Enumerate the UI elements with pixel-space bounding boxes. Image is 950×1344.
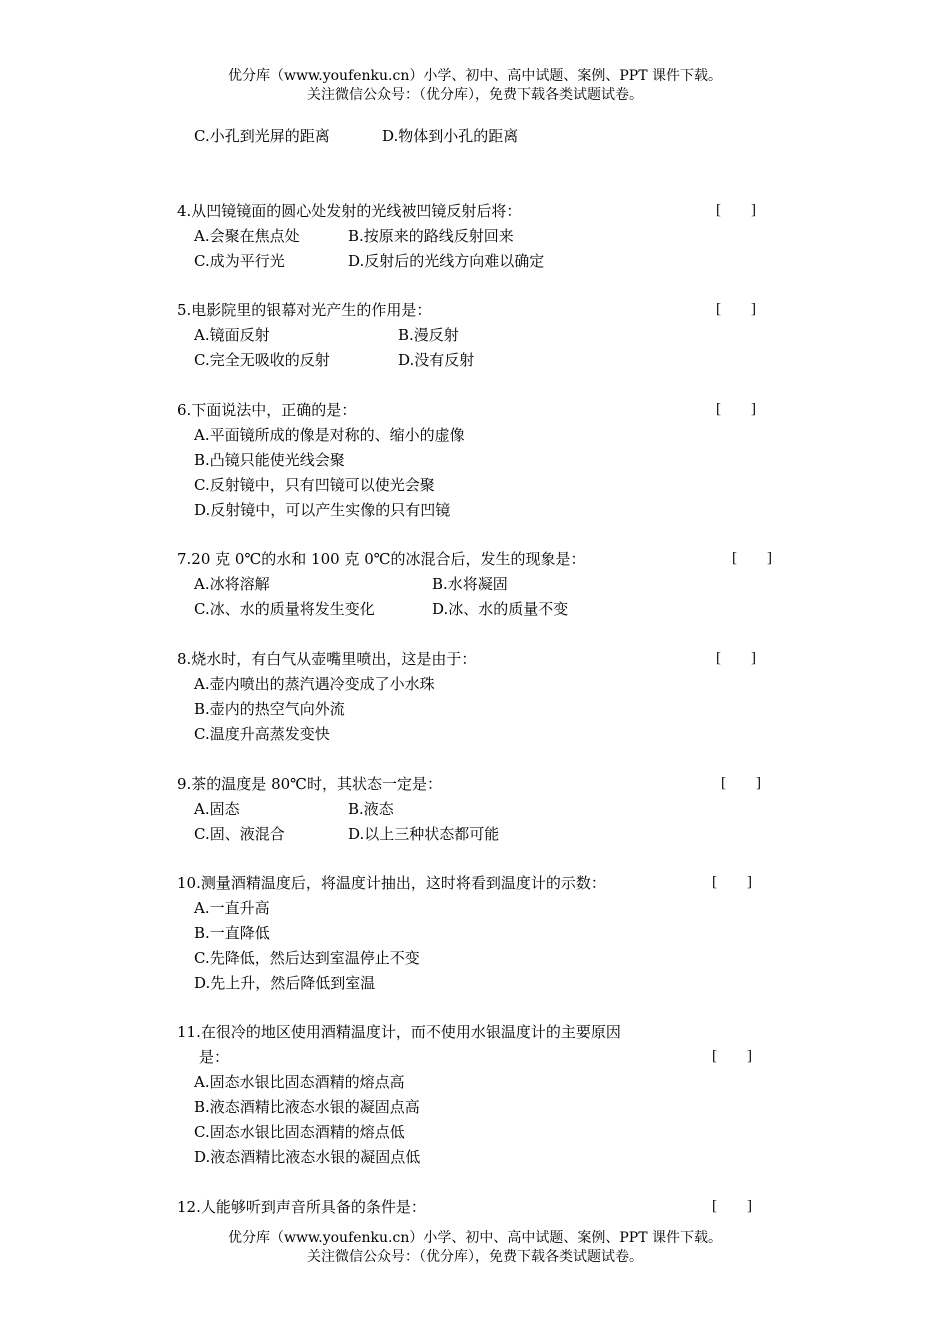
q5-stem: 5.电影院里的银幕对光产生的作用是： — [177, 301, 432, 319]
q5-option-a: A.镜面反射 — [194, 326, 270, 344]
q11-stem-line2: 是： — [199, 1048, 230, 1066]
q6-option-b: B.凸镜只能使光线会聚 — [194, 451, 345, 469]
q9-stem: 9.茶的温度是 80℃时，其状态一定是： — [177, 775, 442, 793]
q11-answer-bracket: [ ] — [712, 1048, 752, 1064]
q8-option-b: B.壶内的热空气向外流 — [194, 700, 345, 718]
q9-option-d: D.以上三种状态都可能 — [348, 825, 500, 843]
q11-option-d: D.液态酒精比液态水银的凝固点低 — [194, 1148, 421, 1166]
q5-option-c: C.完全无吸收的反射 — [194, 351, 330, 369]
q7-stem: 7.20 克 0℃的水和 100 克 0℃的冰混合后，发生的现象是： — [177, 550, 586, 568]
page-footer-line1: 优分库（www.youfenku.cn）小学、初中、高中试题、案例、PPT 课件下载。 — [227, 1230, 722, 1246]
q7-option-a: A.冰将溶解 — [194, 575, 270, 593]
q7-answer-bracket: [ ] — [732, 550, 772, 566]
q4-answer-bracket: [ ] — [716, 202, 756, 218]
q11-option-c: C.固态水银比固态酒精的熔点低 — [194, 1123, 405, 1141]
page-header-line2: 关注微信公众号：（优分库），免费下载各类试题试卷。 — [307, 87, 643, 103]
q10-answer-bracket: [ ] — [712, 874, 752, 890]
q7-option-d: D.冰、水的质量不变 — [432, 600, 569, 618]
q6-stem: 6.下面说法中，正确的是： — [177, 401, 357, 419]
q4-stem: 4.从凹镜镜面的圆心处发射的光线被凹镜反射后将： — [177, 202, 522, 220]
page-header-line1: 优分库（www.youfenku.cn）小学、初中、高中试题、案例、PPT 课件下载。 — [227, 68, 722, 84]
q8-option-a: A.壶内喷出的蒸汽遇冷变成了小水珠 — [194, 675, 435, 693]
q4-option-b: B.按原来的路线反射回来 — [348, 227, 514, 245]
q12-answer-bracket: [ ] — [712, 1198, 752, 1214]
q5-option-b: B.漫反射 — [398, 326, 459, 344]
q4-option-c: C.成为平行光 — [194, 252, 285, 270]
page-footer-line2: 关注微信公众号：（优分库），免费下载各类试题试卷。 — [307, 1249, 643, 1265]
q8-answer-bracket: [ ] — [716, 650, 756, 666]
q6-option-d: D.反射镜中，可以产生实像的只有凹镜 — [194, 501, 451, 519]
q8-stem: 8.烧水时，有白气从壶嘴里喷出，这是由于： — [177, 650, 477, 668]
q10-stem: 10.测量酒精温度后，将温度计抽出，这时将看到温度计的示数： — [177, 874, 606, 892]
q9-option-c: C.固、液混合 — [194, 825, 285, 843]
q6-option-c: C.反射镜中，只有凹镜可以使光会聚 — [194, 476, 435, 494]
q11-option-b: B.液态酒精比液态水银的凝固点高 — [194, 1098, 420, 1116]
q5-option-d: D.没有反射 — [398, 351, 475, 369]
q10-option-a: A.一直升高 — [194, 899, 270, 917]
q9-answer-bracket: [ ] — [721, 775, 761, 791]
q10-option-b: B.一直降低 — [194, 924, 270, 942]
q3-option-d: D.物体到小孔的距离 — [382, 127, 519, 145]
q12-stem: 12.人能够听到声音所具备的条件是： — [177, 1198, 426, 1216]
q3-option-c: C.小孔到光屏的距离 — [194, 127, 330, 145]
q9-option-a: A.固态 — [194, 800, 240, 818]
q10-option-d: D.先上升，然后降低到室温 — [194, 974, 376, 992]
q4-option-d: D.反射后的光线方向难以确定 — [348, 252, 545, 270]
q11-stem-line1: 11.在很冷的地区使用酒精温度计，而不使用水银温度计的主要原因 — [177, 1023, 621, 1041]
q6-answer-bracket: [ ] — [716, 401, 756, 417]
q4-option-a: A.会聚在焦点处 — [194, 227, 300, 245]
q8-option-c: C.温度升高蒸发变快 — [194, 725, 330, 743]
q7-option-b: B.水将凝固 — [432, 575, 508, 593]
q6-option-a: A.平面镜所成的像是对称的、缩小的虚像 — [194, 426, 465, 444]
q9-option-b: B.液态 — [348, 800, 394, 818]
q5-answer-bracket: [ ] — [716, 301, 756, 317]
q10-option-c: C.先降低，然后达到室温停止不变 — [194, 949, 420, 967]
q11-option-a: A.固态水银比固态酒精的熔点高 — [194, 1073, 405, 1091]
q7-option-c: C.冰、水的质量将发生变化 — [194, 600, 375, 618]
